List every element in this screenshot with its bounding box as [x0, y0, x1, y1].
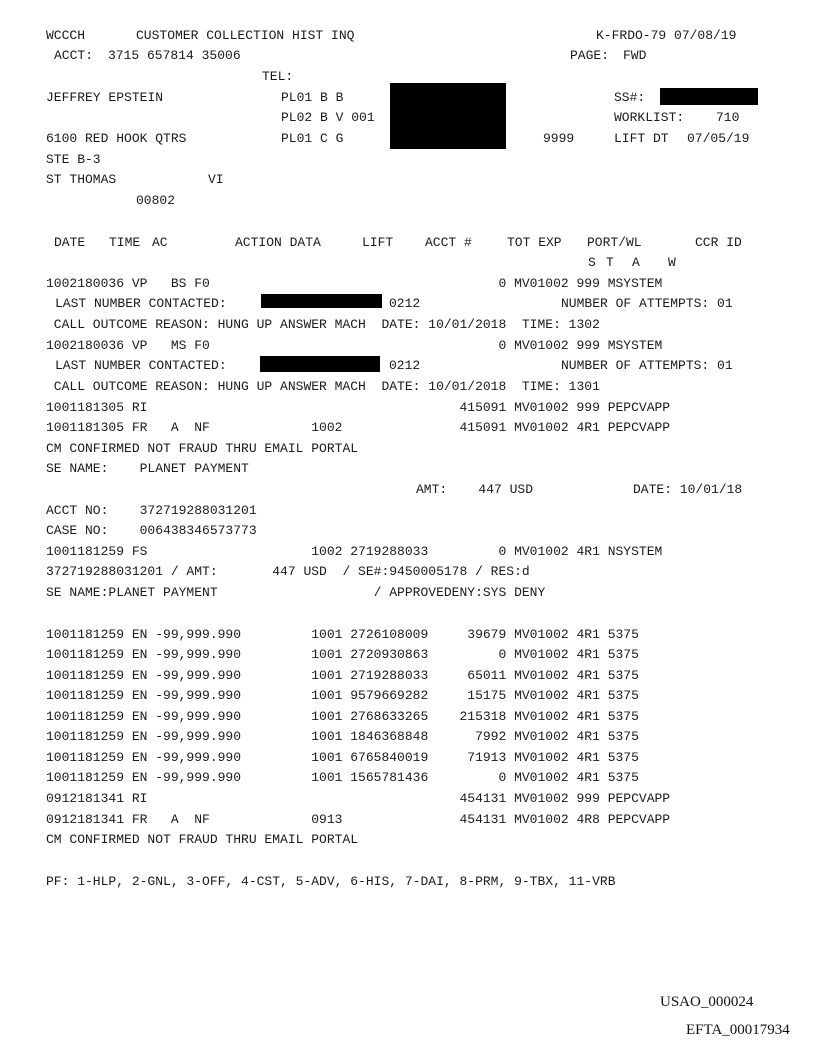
record-line: 1001181259 EN -99,999.990 1001 1565781436 0 MV01002 4R1 5375 [46, 770, 639, 785]
record-line: SE NAME: PLANET PAYMENT [46, 461, 249, 476]
col-sub-a: A [632, 255, 640, 270]
reference-and-date: K-FRDO-79 07/08/19 [596, 28, 737, 43]
record-line: SE NAME:PLANET PAYMENT / APPROVEDENY:SYS DENY [46, 585, 546, 600]
record-line: 1001181259 EN -99,999.990 1001 1846368848 7992 MV01002 4R1 5375 [46, 729, 639, 744]
col-sub-s: S [588, 255, 596, 270]
record-line: DATE: 10/01/18 [633, 482, 743, 497]
col-sub-t: T [606, 255, 614, 270]
city: ST THOMAS [46, 172, 117, 187]
page-value: FWD [623, 48, 647, 63]
record-line: 1001181259 EN -99,999.990 1001 9579669282 15175 MV01002 4R1 5375 [46, 688, 639, 703]
address-line-2: STE B-3 [46, 152, 101, 167]
bates-efta: EFTA_00017934 [686, 1022, 790, 1038]
record-line: 1001181259 EN -99,999.990 1001 2720930863 0 MV01002 4R1 5375 [46, 647, 639, 662]
phone-line-1: PL01 B B [281, 90, 344, 105]
record-line: 1001181259 EN -99,999.990 1001 2768633265 215318 MV01002 4R1 5375 [46, 709, 639, 724]
record-line: 0912181341 FR A NF 0913 454131 MV01002 4R8 PEPCVAPP [46, 812, 671, 827]
record-line: 1002180036 VP MS F0 0 MV01002 999 MSYSTEM [46, 338, 663, 353]
col-ac: AC [152, 235, 168, 250]
lift-dt-label: LIFT DT [614, 131, 669, 146]
lift-dt-value: 07/05/19 [687, 131, 750, 146]
customer-name: JEFFREY EPSTEIN [46, 90, 164, 105]
pf-key-legend: PF: 1-HLP, 2-GNL, 3-OFF, 4-CST, 5-ADV, 6-HIS, 7-DAI, 8-PRM, 9-TBX, 11-VRB [46, 874, 616, 889]
record-line: CALL OUTCOME REASON: HUNG UP ANSWER MACH DATE: 10/01/2018 TIME: 1301 [46, 379, 600, 394]
record-line: NUMBER OF ATTEMPTS: 01 [561, 296, 733, 311]
screen-title: CUSTOMER COLLECTION HIST INQ [136, 28, 355, 43]
record-line: 0912181341 RI 454131 MV01002 999 PEPCVAPP [46, 791, 671, 806]
record-line: 1001181259 EN -99,999.990 1001 2726108009 39679 MV01002 4R1 5375 [46, 627, 639, 642]
tel-label: TEL: [262, 69, 294, 84]
ss-label: SS#: [614, 90, 646, 105]
record-line: CASE NO: 006438346573773 [46, 523, 257, 538]
screen-code: WCCCH [46, 28, 86, 43]
redaction-number-2 [260, 356, 380, 372]
col-time: TIME [109, 235, 141, 250]
record-line: 1001181259 FS 1002 2719288033 0 MV01002 4R1 NSYSTEM [46, 544, 663, 559]
record-line: 0212 [389, 296, 421, 311]
record-line: CM CONFIRMED NOT FRAUD THRU EMAIL PORTAL [46, 441, 359, 456]
col-sub-w: W [668, 255, 676, 270]
page-label: PAGE: [570, 48, 610, 63]
record-line: 372719288031201 / AMT: 447 USD / SE#:9450005178 / RES:d [46, 564, 530, 579]
zip: 00802 [136, 193, 176, 208]
state: VI [208, 172, 224, 187]
record-line: 1001181305 FR A NF 1002 415091 MV01002 4R1 PEPCVAPP [46, 420, 671, 435]
redaction-ss [660, 88, 758, 105]
record-line: 1001181305 RI 415091 MV01002 999 PEPCVAPP [46, 400, 671, 415]
col-date: DATE [54, 235, 86, 250]
record-line: 1001181259 EN -99,999.990 1001 2719288033 65011 MV01002 4R1 5375 [46, 668, 639, 683]
col-port-wl: PORT/WL [587, 235, 642, 250]
record-line: AMT: 447 USD [416, 482, 534, 497]
record-line: NUMBER OF ATTEMPTS: 01 [561, 358, 733, 373]
redaction-number-1 [261, 294, 382, 308]
record-line: 0212 [389, 358, 421, 373]
record-line: CM CONFIRMED NOT FRAUD THRU EMAIL PORTAL [46, 832, 359, 847]
col-lift: LIFT [362, 235, 394, 250]
col-acct: ACCT # [425, 235, 472, 250]
record-line: ACCT NO: 372719288031201 [46, 503, 257, 518]
col-action-data: ACTION DATA [235, 235, 321, 250]
record-line: LAST NUMBER CONTACTED: [55, 296, 227, 311]
col-tot-exp: TOT EXP [507, 235, 562, 250]
redaction-phone-block [390, 83, 506, 149]
record-line: CALL OUTCOME REASON: HUNG UP ANSWER MACH DATE: 10/01/2018 TIME: 1302 [46, 317, 600, 332]
phone-line-3: PL01 C G [281, 131, 344, 146]
bates-usao: USAO_000024 [660, 994, 754, 1010]
code-9999: 9999 [543, 131, 575, 146]
address-line-1: 6100 RED HOOK QTRS [46, 131, 187, 146]
worklist-value: 710 [716, 110, 740, 125]
phone-line-2: PL02 B V 001 [281, 110, 375, 125]
col-ccr-id: CCR ID [695, 235, 742, 250]
worklist-label: WORKLIST: [614, 110, 685, 125]
record-line: 1001181259 EN -99,999.990 1001 6765840019 71913 MV01002 4R1 5375 [46, 750, 639, 765]
acct-number: 3715 657814 35006 [108, 48, 241, 63]
record-line: 1002180036 VP BS F0 0 MV01002 999 MSYSTEM [46, 276, 663, 291]
record-line: LAST NUMBER CONTACTED: [55, 358, 227, 373]
acct-label: ACCT: [54, 48, 94, 63]
